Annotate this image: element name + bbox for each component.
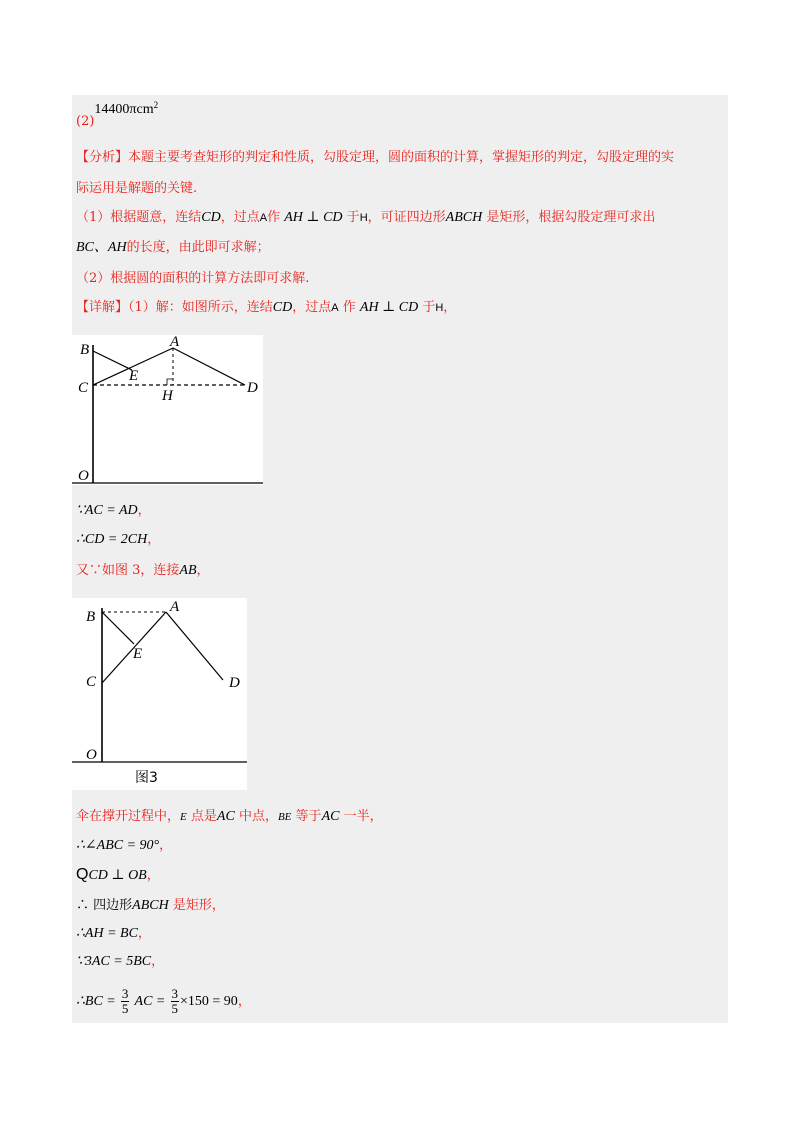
- content-panel: [72, 95, 728, 1023]
- part2-value: 14400πcm: [94, 102, 154, 118]
- label-e: E: [133, 646, 143, 662]
- step-5: [76, 837, 172, 855]
- part2-answer: [76, 100, 159, 130]
- step-4-text-b: 点是: [190, 809, 217, 824]
- fraction-denominator: 5: [121, 1001, 129, 1016]
- part2-label: (2): [76, 114, 95, 130]
- math-abch: ABCH: [445, 210, 483, 225]
- step-4-text-c: 中点，: [238, 809, 278, 824]
- detail-text-d: 于: [422, 300, 436, 315]
- analysis-text-1: 本题主要考查矩形的判定和性质，勾股定理，圆的面积的计算，掌握矩形的判定，勾股定理的实: [128, 150, 675, 165]
- step-1: [76, 502, 151, 520]
- math-ac: AC: [321, 809, 340, 824]
- step-3: [76, 562, 210, 580]
- math-ac-eq-ad: ∵AC = AD: [76, 503, 138, 518]
- label-d: D: [247, 380, 258, 396]
- step-8-comma: ，: [137, 926, 151, 941]
- step-4-text-a: 伞在撑开过程中，: [76, 809, 181, 824]
- math-3ac-eq-5bc: ∵3AC = 5BC: [76, 954, 152, 969]
- label-e: E: [129, 368, 139, 384]
- analysis-line-2: [76, 180, 197, 198]
- math-cd: CD: [272, 300, 293, 315]
- detail-text-e: ，: [443, 300, 457, 315]
- step-9: [76, 953, 164, 971]
- segment-be: [102, 612, 134, 644]
- step-4-text-d: 等于: [295, 809, 322, 824]
- math-cd-eq-2ch: ∴CD = 2CH: [76, 532, 148, 547]
- label-a: A: [170, 599, 180, 615]
- point-h: H: [435, 302, 444, 314]
- analysis-s2-text: 的长度，由此即可求解；: [126, 240, 270, 255]
- analysis-s1-text-e: ，可证四边形: [367, 210, 446, 225]
- step-4: [76, 808, 383, 826]
- math-abch: ABCH: [132, 898, 169, 913]
- math-ab: AB: [179, 563, 197, 578]
- step-7: [76, 897, 225, 915]
- detail-line: [76, 299, 456, 317]
- label-o: O: [78, 468, 89, 484]
- math-be: BE: [277, 811, 292, 823]
- analysis-s1-text-f: 是矩形，根据勾股定理可求出: [486, 210, 656, 225]
- analysis-s1-text-c: 作: [267, 210, 281, 225]
- fraction-3-5: [171, 987, 180, 1016]
- label-c: C: [86, 674, 97, 690]
- label-c: C: [78, 380, 89, 396]
- analysis-text-2: 际运用是解题的关键.: [76, 181, 198, 196]
- segment-ad: [166, 612, 223, 680]
- point-a: A: [331, 302, 339, 314]
- analysis-s1-text-d: 于: [346, 210, 360, 225]
- step-1-comma: ，: [137, 503, 151, 518]
- label-o: O: [86, 747, 97, 763]
- math-angle-abc: ∴∠ABC = 90°: [76, 838, 160, 853]
- math-ac: AC: [216, 809, 235, 824]
- step-2-comma: ，: [147, 532, 161, 547]
- step-2: [76, 531, 160, 549]
- segment-be: [93, 351, 132, 370]
- figure-caption: 图3: [135, 770, 158, 786]
- step-7-text-a: ∴ 四边形: [76, 898, 133, 913]
- analysis-step-1: [76, 209, 655, 227]
- analysis-s3-text: （2）根据圆的面积的计算方法即可求解.: [76, 271, 310, 286]
- analysis-line-1: [76, 149, 674, 167]
- detail-text-a: （1）解：如图所示，连结: [128, 300, 273, 315]
- label-d: D: [229, 675, 240, 691]
- step-6-comma: ，: [146, 868, 160, 883]
- step-5-comma: ，: [159, 838, 173, 853]
- step-6: [76, 866, 160, 885]
- part2-exponent: 2: [153, 100, 159, 110]
- label-b: B: [86, 609, 96, 625]
- math-e: E: [180, 811, 187, 823]
- analysis-s1-text-a: （1）根据题意，连结: [76, 210, 202, 225]
- math-cd-perp-ob: CD ⊥ OB: [88, 868, 147, 883]
- step-3-text-a: 又∵如图 3，连接: [76, 563, 180, 578]
- math-bc-eq: ∴BC =: [76, 994, 116, 1009]
- analysis-step-1b: [76, 239, 270, 257]
- math-ah-perp-cd: AH ⊥ CD: [284, 210, 343, 225]
- figure-1: [72, 335, 263, 485]
- analysis-s1-text-b: ，过点: [220, 210, 260, 225]
- step-4-text-e: 一半，: [343, 809, 383, 824]
- analysis-tag: 【分析】: [76, 150, 129, 165]
- detail-tag: 【详解】: [76, 300, 129, 315]
- math-cd: CD: [201, 210, 221, 225]
- math-ah-perp-cd: AH ⊥ CD: [359, 300, 419, 315]
- step-7-text-b: 是矩形，: [172, 898, 225, 913]
- math-ac-eq: AC =: [134, 994, 166, 1009]
- label-h: H: [162, 388, 173, 404]
- step-3-text-b: ，: [196, 563, 210, 578]
- math-bc-ah: BC、AH: [76, 240, 127, 255]
- fraction-3-5: [121, 987, 130, 1016]
- label-b: B: [80, 342, 90, 358]
- step-10: [76, 986, 251, 1018]
- label-a: A: [170, 335, 180, 350]
- symbol-q: Q: [76, 866, 89, 883]
- detail-text-b: ，过点: [292, 300, 332, 315]
- point-a: A: [259, 212, 268, 224]
- right-angle-mark: [167, 379, 173, 385]
- fraction-numerator: 3: [121, 986, 129, 1001]
- figure-1-diagram: [72, 335, 263, 485]
- math-ah-eq-bc: ∴AH = BC: [76, 926, 138, 941]
- step-9-comma: ，: [151, 954, 165, 969]
- step-8: [76, 925, 151, 943]
- fraction-denominator: 5: [171, 1001, 179, 1016]
- step-10-comma: ，: [237, 994, 251, 1009]
- analysis-step-2: [76, 270, 309, 288]
- figure-3-diagram: [72, 598, 247, 790]
- fraction-numerator: 3: [171, 986, 179, 1001]
- math-times-150: ×150 = 90: [180, 994, 238, 1009]
- figure-3: [72, 598, 247, 790]
- segment-ad: [173, 348, 245, 385]
- detail-text-c: 作: [342, 300, 356, 315]
- point-h: H: [359, 212, 368, 224]
